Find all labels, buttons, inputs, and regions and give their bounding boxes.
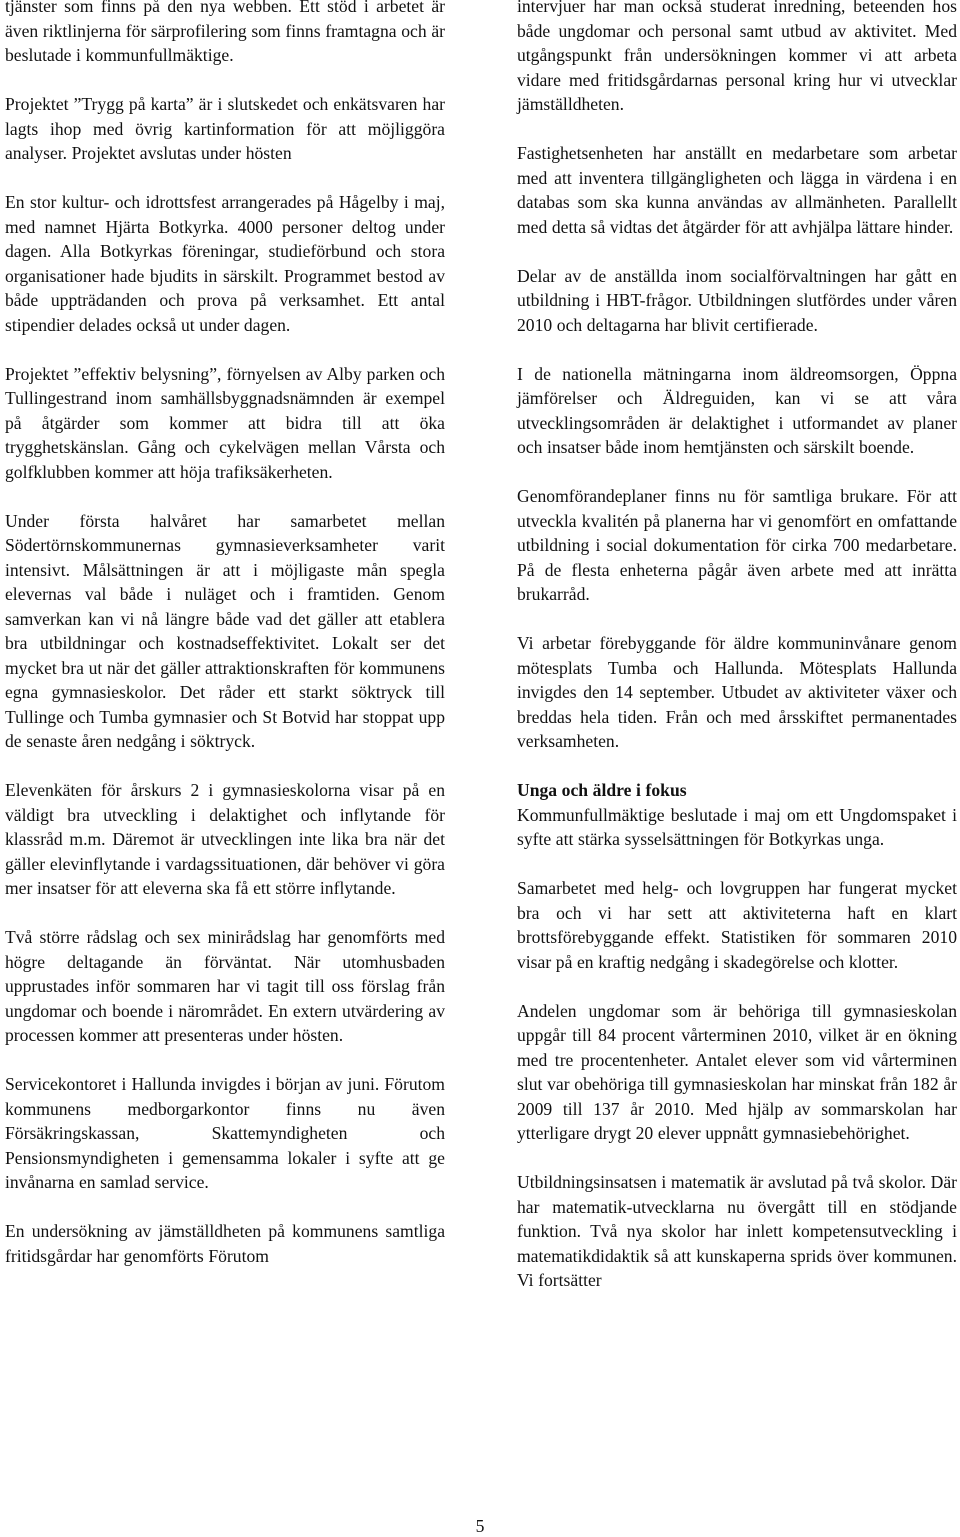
right-paragraph-7: Samarbetet med helg- och lovgruppen har fungerat mycket bra och vi har sett att aktiviteterna haft en klart brottsförebyggande effekt. Statistiken för sommaren 2010 visar på en kraftig nedgång i skadegörelse och klotter.: [517, 878, 957, 972]
left-paragraph-3: En stor kultur- och idrottsfest arrangerades på Hågelby i maj, med namnet Hjärta Botkyrka. 4000 personer deltog under dagen. Alla Botkyrkas föreningar, studieförbund och stora organisationer hade bjudits in särskilt. Programmet bestod av både uppträdanden och prova på verksamhet. Ett antal stipendier delades också ut under dagen.: [5, 192, 445, 335]
left-paragraph-8: Servicekontoret i Hallunda invigdes i början av juni. Förutom kommunens medborgarkontor finns nu även Försäkringskassan, Skattemyndigheten och Pensionsmyndigheten i gemensamma lokaler i syfte att ge invånarna en samlad service.: [5, 1074, 445, 1192]
right-paragraph-5: Genomförandeplaner finns nu för samtliga brukare. För att utveckla kvalitén på planerna har vi genomfört en omfattande utbildning i social dokumentation för cirka 700 medarbetare. På de flesta enheterna pågår även arbete med att inrätta brukarråd.: [517, 486, 957, 604]
right-paragraph-4: I de nationella mätningarna inom äldreomsorgen, Öppna jämförelser och Äldreguiden, kan vi se att våra utvecklingsområden är delaktighet i utformandet av planer och insatser både inom hemtjänsten och särskilt boende.: [517, 363, 957, 457]
right-paragraph-6: Vi arbetar förebyggande för äldre kommuninvånare genom mötesplats Tumba och Hallunda. Mötesplats Hallunda invigdes den 14 september. Utbudet av aktiviteter växer och breddas hela tiden. Från och med årsskiftet permanentades verksamheten.: [517, 633, 957, 751]
left-paragraph-7: Två större rådslag och sex minirådslag har genomförts med högre deltagande än förväntat. När utomhusbaden upprustades inför sommaren har vi tagit till oss förslag från ungdomar och boende i närområdet. En extern utvärdering av processen kommer att presenteras under hösten.: [5, 927, 445, 1045]
left-paragraph-1: tjänster som finns på den nya webben. Ett stöd i arbetet är även riktlinjerna för särprofilering som finns framtagna och är beslutade i kommunfullmäktige.: [5, 0, 445, 65]
left-paragraph-9: En undersökning av jämställdheten på kommunens samtliga fritidsgårdar har genomförts Förutom: [5, 1221, 445, 1266]
right-paragraph-8: Andelen ungdomar som är behöriga till gymnasieskolan uppgår till 84 procent vårterminen 2010, vilket är en ökning med tre procentenheter. Antalet elever som vid vårterminen slut var obehöriga till gymnasieskolan har minskat från 182 år 2009 till 137 år 2010. Med hjälp av sommarskolan har ytterligare drygt 20 elever uppnått gymnasiebehörighet.: [517, 1000, 957, 1143]
right-paragraph-1: intervjuer har man också studerat inredning, beteenden hos både ungdomar och personal samt utbud av aktivitet. Med utgångspunkt från undersökningen kommer vi att arbeta vidare med fritidsgårdarnas personal kring hur vi utvecklar jämställdheten.: [517, 0, 957, 114]
left-paragraph-2: Projektet ”Trygg på karta” är i slutskedet och enkätsvaren har lagts ihop med övrig kartinformation för att möjliggöra analyser. Projektet avslutas under hösten: [5, 94, 445, 163]
left-column: [5, 0, 445, 1268]
right-column: [517, 0, 957, 1293]
section-heading: Unga och äldre i fokus: [517, 780, 687, 800]
right-paragraph-9: Utbildningsinsatsen i matematik är avslutad på två skolor. Där har matematik-utvecklarna nu övergått till en stödjande funktion. Två nya skolor har inlett kompetensutveckling i matematikdidaktik så att kunskaperna sprids över kommunen. Vi fortsätter: [517, 1172, 957, 1290]
right-paragraph-3: Delar av de anställda inom socialförvaltningen har gått en utbildning i HBT-frågor. Utbildningen slutfördes under våren 2010 och deltagarna har blivit certifierade.: [517, 265, 957, 335]
left-paragraph-5: Under första halvåret har samarbetet mellan Södertörnskommunernas gymnasieverksamheter varit intensivt. Målsättningen är att i möjligaste mån spegla elevernas val både i nuläget och i framtiden. Genom samverkan kan vi nå längre både vad det gäller att etablera bra utbildningar och kostnadseffektivitet. Lokalt ser det mycket bra ut när det gäller attraktionskraften för kommunens egna gymnasieskolor. Det råder ett starkt söktryck till Tullinge och Tumba gymnasier och St Botvid har stoppat upp de senaste åren nedgång i söktryck.: [5, 510, 445, 751]
left-paragraph-6: Elevenkäten för årskurs 2 i gymnasieskolorna visar på en väldigt bra utveckling i delaktighet och inflytande för klassråd m.m. Däremot är utvecklingen inte lika bra när det gäller elevinflytande i vardagssituationen, där behöver vi göra mer insatser för att eleverna ska få ett större inflytande.: [5, 780, 445, 898]
right-paragraph-2: Fastighetsenheten har anställt en medarbetare som arbetar med att inventera tillgängligheten och lägga in värdena i en databas som ska kunna användas av allmänheten. Parallellt med detta så vidtas det åtgärder för att avhjälpa lättare hinder.: [517, 143, 957, 237]
left-paragraph-4: Projektet ”effektiv belysning”, förnyelsen av Alby parken och Tullingestrand inom samhällsbyggnadsnämnden är exempel på åtgärder som kommer att bidra till att öka trygghetskänslan. Gång och cykelvägen mellan Vårsta och golfklubben kommer att höja trafiksäkerheten.: [5, 363, 445, 482]
heading-paragraph: Kommunfullmäktige beslutade i maj om ett Ungdomspaket i syfte att stärka sysselsättningen för Botkyrkas unga.: [517, 804, 957, 849]
page-number: 5: [475, 1516, 485, 1536]
